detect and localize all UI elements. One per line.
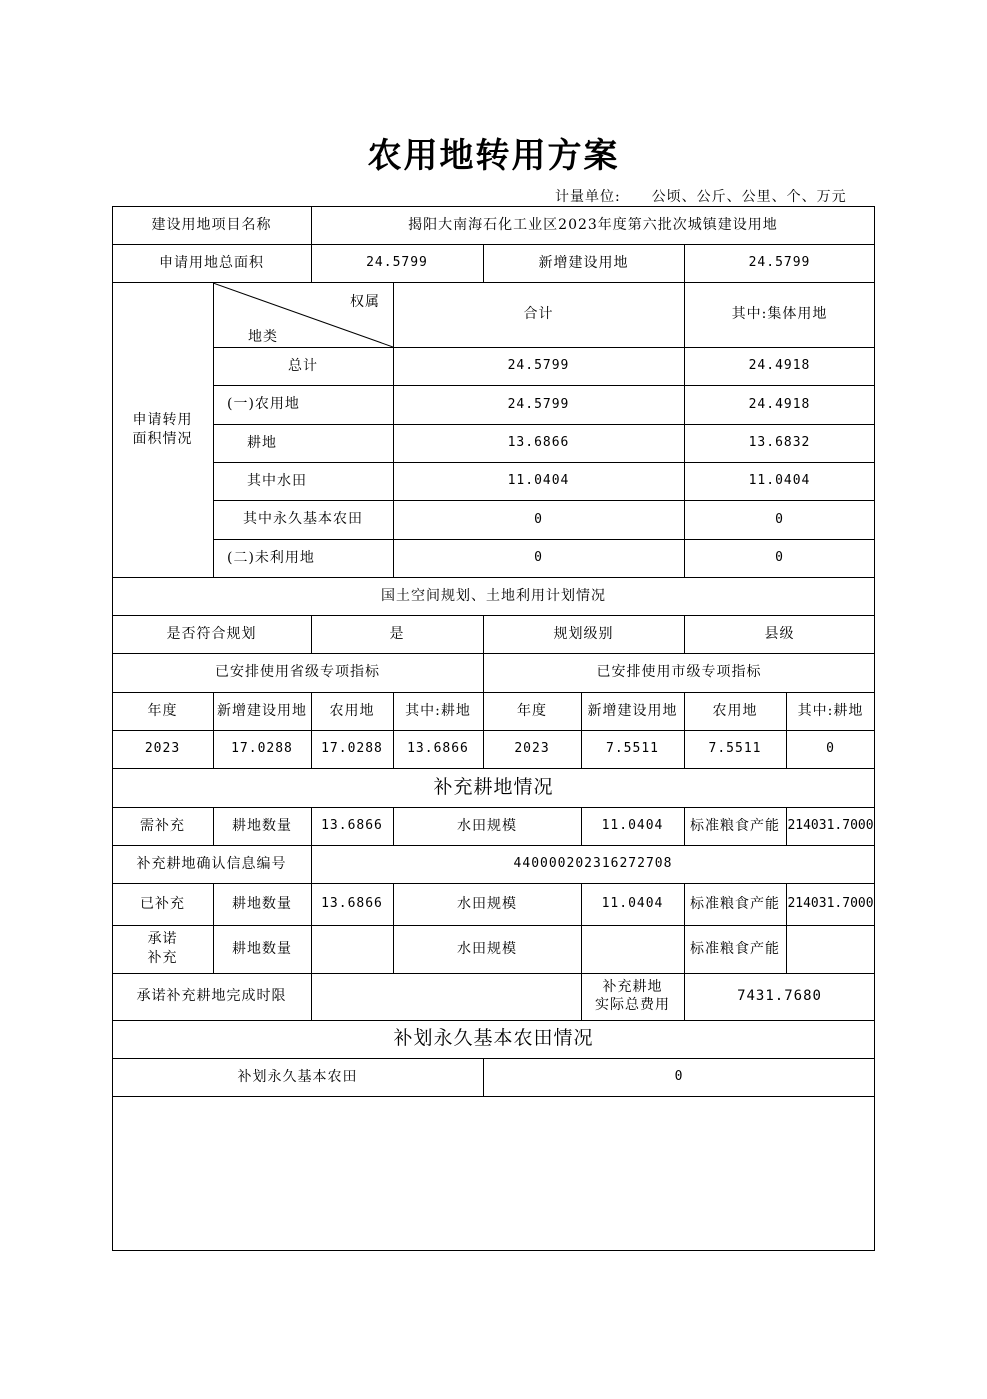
project-name-label: 建设用地项目名称 (151, 216, 272, 233)
qty-label: 耕地数量 (232, 895, 292, 912)
row-label-agricultural: (一)农用地 (227, 396, 300, 413)
diag-bottom-label: 地类 (248, 328, 278, 345)
row-total-value: 13.6866 (507, 435, 570, 451)
unit-values: 公顷、公斤、公里、个、万元 (651, 189, 847, 205)
level-value: 县级 (764, 625, 795, 642)
grain-label: 标准粮食产能 (690, 817, 780, 834)
conform-label: 是否符合规划 (166, 625, 257, 642)
need-supplement-label: 需补充 (140, 817, 185, 834)
promise-label-line2: 补充 (147, 950, 178, 966)
farmland-label: 补划永久基本农田 (237, 1068, 358, 1085)
city-quota-header: 已安排使用市级专项指标 (596, 664, 762, 681)
quota-value: 2023 (514, 741, 550, 757)
row-label-cultivated: 耕地 (247, 434, 277, 451)
done-qty-value: 13.6866 (321, 896, 383, 912)
row-label-total: 总计 (288, 357, 318, 374)
quota-value: 0 (826, 741, 835, 757)
quota-col-header: 年度 (517, 702, 547, 719)
confirm-number-label: 补充耕地确认信息编号 (136, 855, 287, 872)
quota-value: 7.5511 (708, 741, 762, 757)
col-total-header: 合计 (523, 306, 554, 323)
level-label: 规划级别 (553, 625, 614, 642)
confirm-number-value: 440000202316272708 (513, 856, 673, 872)
paddy-label: 水田规模 (457, 817, 517, 834)
quota-value: 17.0288 (231, 741, 293, 757)
done-grain-value: 214031.7000 (787, 896, 874, 912)
page-title: 农用地转用方案 (367, 136, 620, 176)
cost-label (581, 973, 684, 1020)
cost-value: 7431.7680 (737, 988, 822, 1005)
quota-value: 17.0288 (321, 741, 383, 757)
row-total-value: 24.5799 (507, 358, 570, 374)
promise-label-line1: 承诺 (147, 931, 178, 948)
grain-label: 标准粮食产能 (690, 940, 780, 957)
quota-col-header: 其中:耕地 (405, 702, 471, 719)
quota-col-header: 其中:耕地 (797, 702, 864, 719)
diag-top-label: 权属 (350, 293, 380, 310)
row-label-permanent-farmland: 其中永久基本农田 (243, 511, 363, 528)
grain-label: 标准粮食产能 (690, 895, 780, 912)
row-collective-value: 11.0404 (748, 473, 811, 489)
row-collective-value: 13.6832 (748, 435, 811, 451)
row-total-value: 0 (534, 511, 543, 527)
paddy-label: 水田规模 (457, 940, 517, 957)
row-total-value: 11.0404 (507, 473, 570, 489)
row-total-value: 0 (534, 550, 543, 566)
unit-label: 计量单位: (555, 189, 621, 205)
quota-value: 13.6866 (407, 741, 469, 757)
blank-notes-area (113, 1097, 874, 1250)
qty-label: 耕地数量 (232, 940, 292, 957)
quota-col-header: 农用地 (329, 702, 375, 719)
total-area-value: 24.5799 (366, 255, 428, 271)
row-label-paddy: 其中水田 (247, 472, 307, 489)
conform-value: 是 (389, 625, 405, 642)
row-label-unused: (二)未利用地 (227, 549, 315, 566)
quota-col-header: 年度 (147, 702, 178, 719)
conversion-side-label (112, 282, 213, 577)
quota-col-header: 新增建设用地 (217, 702, 307, 719)
quota-col-header: 农用地 (712, 702, 758, 719)
row-total-value: 24.5799 (507, 396, 570, 412)
quota-value: 2023 (144, 741, 181, 757)
conversion-side-label-line1: 申请转用 (132, 411, 193, 428)
conversion-side-label-line2: 面积情况 (132, 430, 193, 447)
cost-label-line1: 补充耕地 (602, 979, 663, 995)
provincial-quota-header: 已安排使用省级专项指标 (215, 664, 380, 681)
row-collective-value: 24.4918 (748, 396, 811, 412)
quota-value: 7.5511 (606, 741, 659, 757)
farmland-value: 0 (674, 1069, 684, 1085)
need-qty-value: 13.6866 (321, 818, 383, 834)
done-supplement-label: 已补充 (140, 895, 185, 912)
project-name-value: 揭阳大南海石化工业区2023年度第六批次城镇建设用地 (408, 216, 778, 233)
total-area-label: 申请用地总面积 (159, 254, 264, 271)
cost-label-line2: 实际总费用 (595, 996, 670, 1013)
paddy-label: 水田规模 (457, 895, 517, 912)
row-collective-value: 0 (775, 550, 784, 566)
row-collective-value: 24.4918 (748, 358, 811, 374)
unit-line (555, 186, 847, 206)
new-construction-value: 24.5799 (748, 255, 811, 271)
promise-supplement-label (112, 925, 213, 973)
need-grain-value: 214031.7000 (787, 818, 874, 834)
qty-label: 耕地数量 (232, 817, 292, 834)
new-construction-label: 新增建设用地 (538, 254, 629, 271)
col-collective-header: 其中:集体用地 (731, 306, 828, 323)
need-paddy-value: 11.0404 (601, 818, 664, 834)
row-collective-value: 0 (775, 511, 784, 527)
farmland-header: 补划永久基本农田情况 (393, 1027, 594, 1050)
done-paddy-value: 11.0404 (601, 896, 664, 912)
deadline-label: 承诺补充耕地完成时限 (136, 988, 287, 1005)
supplement-header: 补充耕地情况 (433, 775, 554, 798)
planning-header: 国土空间规划、土地利用计划情况 (381, 587, 606, 604)
quota-col-header: 新增建设用地 (587, 702, 678, 719)
